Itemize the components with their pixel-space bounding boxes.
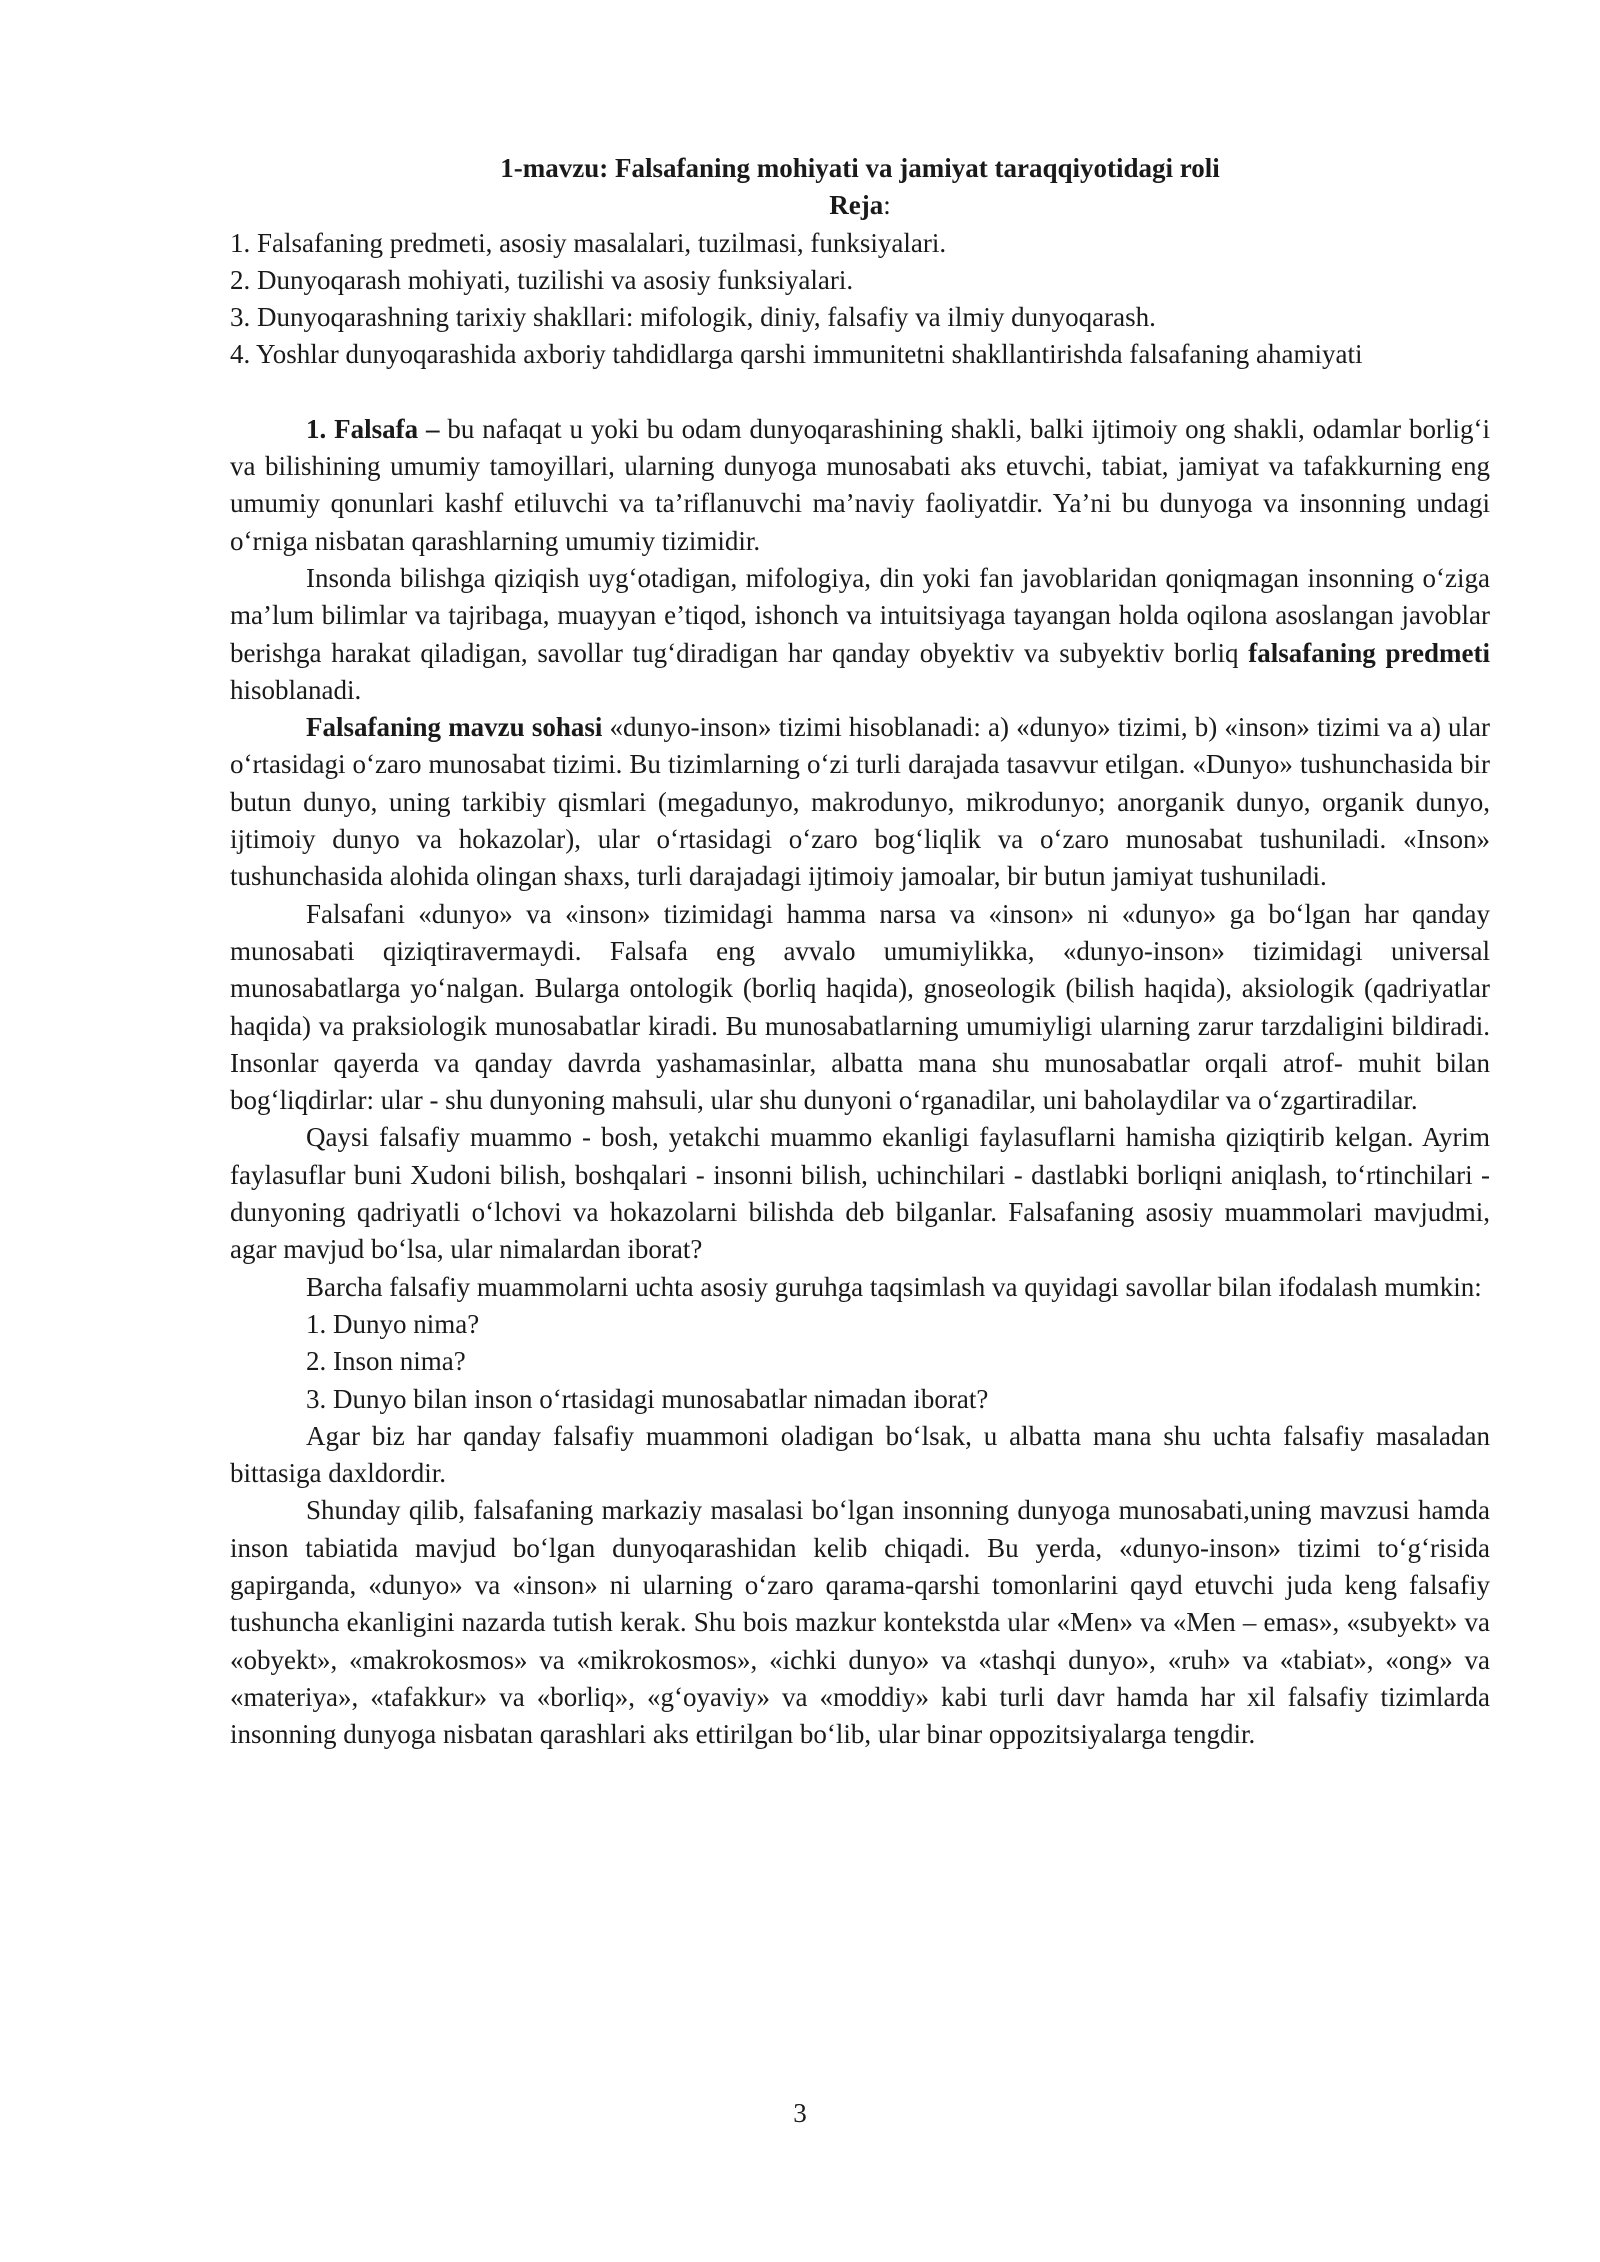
plan-heading-label: Reja xyxy=(829,190,884,221)
subject-tail: hisoblanadi. xyxy=(230,674,362,705)
document-page xyxy=(230,150,1490,1753)
paragraph-conclusion-short: Agar biz har qanday falsafiy muammoni oladigan bo‘lsak, u albatta mana shu uchta falsafiy masaladan bittasiga daxldordir. xyxy=(230,1420,1490,1489)
subject-area-text: «dunyo-inson» tizimi hisoblanadi: a) «dunyo» tizimi, b) «inson» tizimi va a) ular o‘rtasidagi o‘zaro munosabat tizimi. Bu tizimlarning o‘zi turli darajada tasavvur etilgan. «Dunyo» tushunchasida bir butun dunyo, uning tarkibiy qismlari (megadunyo, makrodunyo, mikrodunyo; anorganik dunyo, organik dunyo, ijtimoiy dunyo va hokazolar), ular o‘rtasidagi o‘zaro bog‘liqlik va o‘zaro munosabat tushuniladi. «Inson» tushunchasida alohida olingan shaxs, turli darajadagi ijtimoiy jamoalar, bir butun jamiyat tushuniladi. xyxy=(230,712,1490,892)
section-spacer xyxy=(230,374,1490,411)
paragraph-definition xyxy=(230,411,1490,560)
question-item: 3. Dunyo bilan inson o‘rtasidagi munosabatlar nimadan iborat? xyxy=(306,1383,989,1414)
page-title: 1-mavzu: Falsafaning mohiyati va jamiyat taraqqiyotidagi roli xyxy=(500,153,1220,183)
question-list xyxy=(230,1306,1490,1418)
paragraph-subject-area xyxy=(230,709,1490,895)
plan-item: 3. Dunyoqarashning tarixiy shakllari: mifologik, diniy, falsafiy va ilmiy dunyoqarash. xyxy=(230,302,1156,333)
subject-bold-term: falsafaning predmeti xyxy=(1248,637,1490,668)
paragraph-main-problem: Qaysi falsafiy muammo - bosh, yetakchi muammo ekanligi faylasuflarni hamisha qiziqtirib kelgan. Ayrim faylasuflar buni Xudoni bilish, boshqalari - insonni bilish, uchinchilari - dastlabki borliqni aniqlash, to‘rtinchilari - dunyoning qadriyatli o‘lchovi va hokazolarni bilishda deb bilganlar. Falsafaning asosiy muammolari mavjudmi, agar mavjud bo‘lsa, ular nimalardan iborat? xyxy=(230,1122,1490,1265)
plan-heading xyxy=(230,187,1490,224)
question-item: 1. Dunyo nima? xyxy=(306,1308,480,1339)
subject-text: Insonda bilishga qiziqish uyg‘otadigan, mifologiya, din yoki fan javoblaridan qoniqmagan insonning o‘ziga ma’lum bilimlar va tajribaga, muayyan e’tiqod, ishonch va intuitsiyaga tayangan holda oqilona asoslangan javoblar berishga harakat qiladigan, savollar tug‘diradigan har qanday obyektiv va subyektiv borliq xyxy=(230,562,1490,668)
plan-item: 4. Yoshlar dunyoqarashida axboriy tahdidlarga qarshi immunitetni shakllantirishda falsafaning ahamiyati xyxy=(230,339,1363,370)
definition-text: bu nafaqat u yoki bu odam dunyoqarashining shakli, balki ijtimoiy ong shakli, odamlar borlig‘i va bilishining umumiy tamoyillari, ularning dunyoga munosabati aks etuvchi, tabiat, jamiyat va tafakkurning eng umumiy qonunlari kashf etiluvchi va ta’riflanuvchi ma’naviy faoliyatdir. Ya’ni bu dunyoga va insonning undagi o‘rniga nisbatan qarashlarning umumiy tizimidir. xyxy=(230,413,1490,556)
paragraph-subject xyxy=(230,560,1490,709)
subject-area-lead: Falsafaning mavzu sohasi xyxy=(306,712,603,743)
question-item: 2. Inson nima? xyxy=(306,1346,466,1377)
plan-list xyxy=(230,225,1490,374)
plan-heading-colon: : xyxy=(883,190,891,221)
paragraph-relations: Falsafani «dunyo» va «inson» tizimidagi hamma narsa va «inson» ni «dunyo» ga bo‘lgan har qanday munosabati qiziqtiravermaydi. Falsafa eng avvalo umumiylikka, «dunyo-inson» tizimidagi universal munosabatlarga yo‘nalgan. Bularga ontologik (borliq haqida), gnoseologik (bilish haqida), aksiologik (qadriyatlar haqida) va praksiologik munosabatlar kiradi. Bu munosabatlarning umumiyligi ularning zarur tarzdaligini bildiradi. Insonlar qayerda va qanday davrda yashamasinlar, albatta mana shu munosabatlar orqali atrof- muhit bilan bog‘liqdirlar: ular - shu dunyoning mahsuli, ular shu dunyoni o‘rganadilar, uni baholaydilar va o‘zgartiradilar. xyxy=(230,898,1490,1116)
definition-lead: 1. Falsafa – xyxy=(306,413,440,444)
paragraph-conclusion: Shunday qilib, falsafaning markaziy masalasi bo‘lgan insonning dunyoga munosabati,uning mavzusi hamda inson tabiatida mavjud bo‘lgan dunyoqarashidan kelib chiqadi. Bu yerda, «dunyo-inson» tizimi to‘g‘risida gapirganda, «dunyo» va «inson» ni ularning o‘zaro qarama-qarshi tomonlarini qayd etuvchi juda keng falsafiy tushuncha ekanligini nazarda tutish kerak. Shu bois mazkur kontekstda ular «Men» va «Men – emas», «subyekt» va «obyekt», «makrokosmos» va «mikrokosmos», «ichki dunyo» va «tashqi dunyo», «ruh» va «tabiat», «ong» va «materiya», «tafakkur» va «borliq», «g‘oyaviy» va «moddiy» kabi turli davr hamda har xil falsafiy tizimlarda insonning dunyoga nisbatan qarashlari aks ettirilgan bo‘lib, ular binar oppozitsiyalarga tengdir. xyxy=(230,1495,1490,1750)
page-number: 3 xyxy=(793,2098,807,2128)
paragraph-problem-groups: Barcha falsafiy muammolarni uchta asosiy guruhga taqsimlash va quyidagi savollar bilan ifodalash mumkin: xyxy=(306,1271,1482,1302)
plan-item: 2. Dunyoqarash mohiyati, tuzilishi va asosiy funksiyalari. xyxy=(230,264,854,295)
plan-item: 1. Falsafaning predmeti, asosiy masalalari, tuzilmasi, funksiyalari. xyxy=(230,227,947,258)
